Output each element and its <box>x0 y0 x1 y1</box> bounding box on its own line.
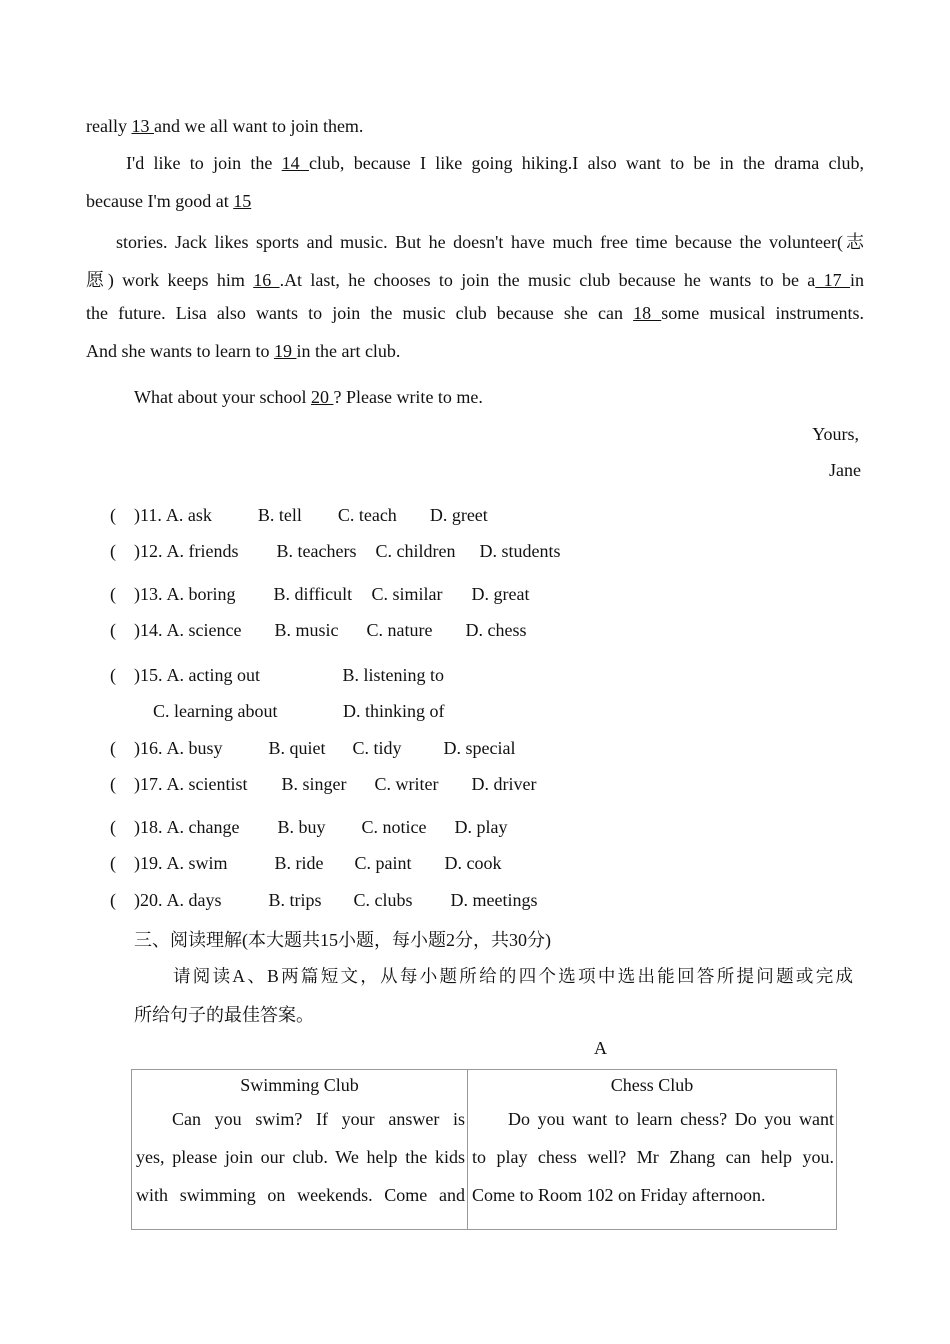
question-12: ( )12. A. friends B. teachers C. children D. students <box>110 541 561 561</box>
question-13: ( )13. A. boring B. difficult C. similar D. great <box>110 584 530 604</box>
clubs-table <box>131 1069 837 1230</box>
blank-15: 15 <box>233 191 252 211</box>
passage-a-label: A <box>594 1038 607 1058</box>
question-11: ( )11. A. ask B. tell C. teach D. greet <box>110 505 488 525</box>
question-20: ( )20. A. days B. trips C. clubs D. meetings <box>110 890 538 910</box>
letter-closing: Yours, <box>812 424 859 444</box>
chess-club-title: Chess Club <box>610 1075 694 1095</box>
blank-13: 13 <box>131 116 154 136</box>
question-18: ( )18. A. change B. buy C. notice D. play <box>110 817 508 837</box>
chess-club-text: Do you want to learn chess? Do you want to play chess well? Mr Zhang can help you. Come to Room 102 on Friday afternoon. <box>472 1109 834 1205</box>
question-19: ( )19. A. swim B. ride C. paint D. cook <box>110 853 502 873</box>
blank-17: 17 <box>815 270 850 290</box>
passage-line-8: What about your school 20 ? Please write to me. <box>134 387 483 407</box>
question-14: ( )14. A. science B. music C. nature D. chess <box>110 620 527 640</box>
blank-20: 20 <box>310 387 334 407</box>
letter-signature: Jane <box>829 460 861 480</box>
blank-19: 19 <box>273 341 297 361</box>
section-3-instruction-line-2: 所给句子的最佳答案。 <box>134 1005 314 1025</box>
blank-18: 18 <box>633 303 662 323</box>
passage-line-3: because I'm good at 15 <box>86 191 252 211</box>
passage-line-2: I'd like to join the 14 club, because I like going hiking.I also want to be in the drama club, <box>126 153 864 173</box>
chess-club-cell <box>468 1070 837 1230</box>
question-15-line-2: C. learning about D. thinking of <box>153 701 445 721</box>
passage-line-5: 愿) work keeps him 16 .At last, he chooses to join the music club because he wants to be a 17 in <box>86 270 865 290</box>
passage-line-6: the future. Lisa also wants to join the music club because she can 18 some musical instruments. <box>86 303 864 323</box>
swimming-club-title: Swimming Club <box>240 1075 359 1095</box>
passage-line-7: And she wants to learn to 19 in the art club. <box>86 341 401 361</box>
passage-line-1: really 13 and we all want to join them. <box>86 116 364 136</box>
blank-16: 16 <box>253 270 280 290</box>
swimming-club-text: Can you swim? If your answer is yes, please join our club. We help the kids with swimming on weekends. Come and <box>136 1109 465 1205</box>
question-17: ( )17. A. scientist B. singer C. writer D. driver <box>110 774 537 794</box>
blank-14: 14 <box>281 153 309 173</box>
passage-line-4: stories. Jack likes sports and music. But he doesn't have much free time because the volunteer(志 <box>116 232 864 252</box>
question-16: ( )16. A. busy B. quiet C. tidy D. special <box>110 738 516 758</box>
section-3-heading: 三、阅读理解(本大题共15小题，每小题2分，共30分) <box>134 930 551 950</box>
question-15: ( )15. A. acting out B. listening to <box>110 665 445 685</box>
section-3-instruction-line-1: 请阅读A、B两篇短文，从每小题所给的四个选项中选出能回答所提问题或完成 <box>173 966 853 986</box>
swimming-club-cell <box>132 1070 468 1230</box>
